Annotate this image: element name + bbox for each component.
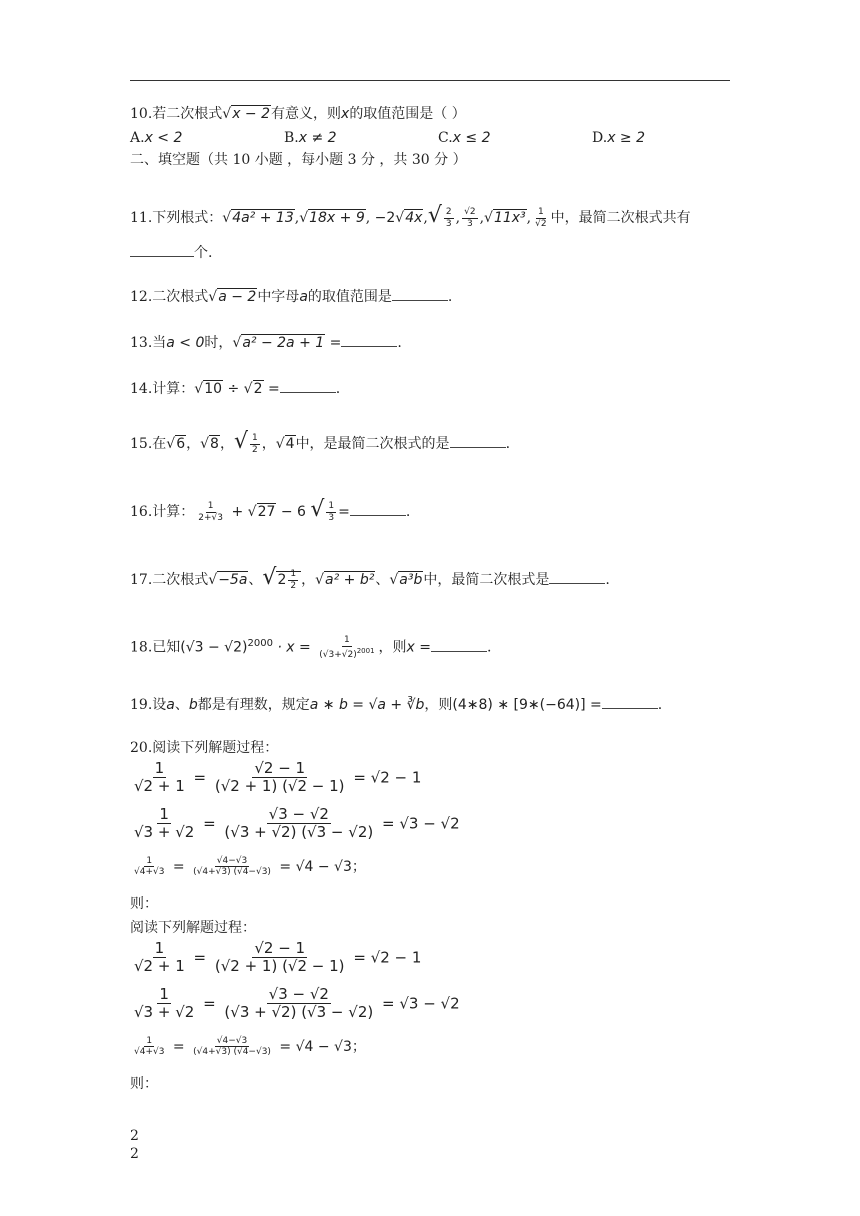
q20-eq2-repeat: $\frac{1}{√3 + √2}$ = $\frac{√3 - √2}{(√3 + √2) (√3 - √2)}$ = √3 − √2 — [134, 985, 460, 1022]
question-20-title-repeat: 阅读下列解题过程： — [130, 920, 256, 936]
answer-blank[interactable] — [341, 332, 397, 347]
option-c: C.x ≤ 2 — [438, 130, 491, 146]
question-17: 17.二次根式√−5a、√2 $\frac{1}{2}$ ，√a² + b²、√a³b中，最简二次根式是 . — [130, 565, 610, 591]
q20-eq1: $\frac{1}{√2 + 1}$ = $\frac{√2 - 1}{(√2 + 1) (√2 - 1)}$ = √2 − 1 — [134, 759, 422, 796]
q20-eq2: $\frac{1}{√3 + √2}$ = $\frac{√3 - √2}{(√3 + √2) (√3 - √2)}$ = √3 − √2 — [134, 805, 460, 842]
section-heading: 二、填空题（共 10 小题 ，每小题 3 分 ，共 30 分 ） — [130, 152, 467, 168]
header-rule — [130, 80, 730, 81]
q20-then-repeat: 则： — [130, 1076, 158, 1092]
q20-eq3: $\frac{1}{√4+√3}$ = $\frac{√4-√3}{(√4+√3) (√4-√3)}$ = √4 − √3； — [134, 856, 366, 878]
page-number: 2 — [130, 1128, 139, 1144]
question-12: 12.二次根式√a − 2中字母a的取值范围是 . — [130, 286, 452, 307]
question-11: 11.下列根式：√4a² + 13,√18x + 9, −2√4x,√ $\frac{2}{3}$ , $\frac{√2}{3}$ ,√11x³, $\frac{1}{√2}$ 中，最简二次根式共有 — [130, 203, 691, 229]
answer-blank[interactable] — [130, 242, 194, 257]
question-19: 19.设a、b都是有理数，规定a ∗ b = √a + ∛b，则(4∗8) ∗ [9∗(−64)] = . — [130, 694, 662, 715]
q20-eq3-repeat: $\frac{1}{√4+√3}$ = $\frac{√4-√3}{(√4+√3) (√4-√3)}$ = √4 − √3； — [134, 1036, 366, 1058]
option-b: B.x ≠ 2 — [284, 130, 337, 146]
answer-blank[interactable] — [602, 694, 658, 709]
answer-blank[interactable] — [350, 501, 406, 516]
answer-blank[interactable] — [450, 433, 506, 448]
question-11-line2: 个. — [130, 242, 212, 263]
question-10: 10.若二次根式√x − 2有意义，则x的取值范围是（ ） — [130, 106, 466, 122]
question-18: 18.已知$(√3 - √2)^{2000} \cdot x$ = $\frac{1}{(√3+√2)^{2001}}$ ，则x = . — [130, 635, 492, 660]
answer-blank[interactable] — [392, 286, 448, 301]
option-a: A.x < 2 — [130, 130, 183, 146]
option-d: D.x ≥ 2 — [592, 130, 646, 146]
answer-blank[interactable] — [431, 637, 487, 652]
q20-then: 则： — [130, 896, 158, 912]
question-14: 14.计算：√10 ÷ √2 = . — [130, 378, 340, 399]
q20-eq1-repeat: $\frac{1}{√2 + 1}$ = $\frac{√2 - 1}{(√2 + 1) (√2 - 1)}$ = √2 − 1 — [134, 939, 422, 976]
question-13: 13.当a < 0时，√a² − 2a + 1 = . — [130, 332, 402, 353]
page-number: 2 — [130, 1146, 139, 1162]
answer-blank[interactable] — [280, 378, 336, 393]
question-20-title: 20.阅读下列解题过程： — [130, 740, 279, 756]
question-15: 15.在√6，√8，√ $\frac{1}{2}$ ，√4中，是最简二次根式的是 . — [130, 429, 511, 455]
answer-blank[interactable] — [549, 569, 605, 584]
question-16: 16.计算： $\frac{1}{2+√3}$ + √27 − 6 √ $\frac{1}{3}$ = . — [130, 497, 411, 523]
